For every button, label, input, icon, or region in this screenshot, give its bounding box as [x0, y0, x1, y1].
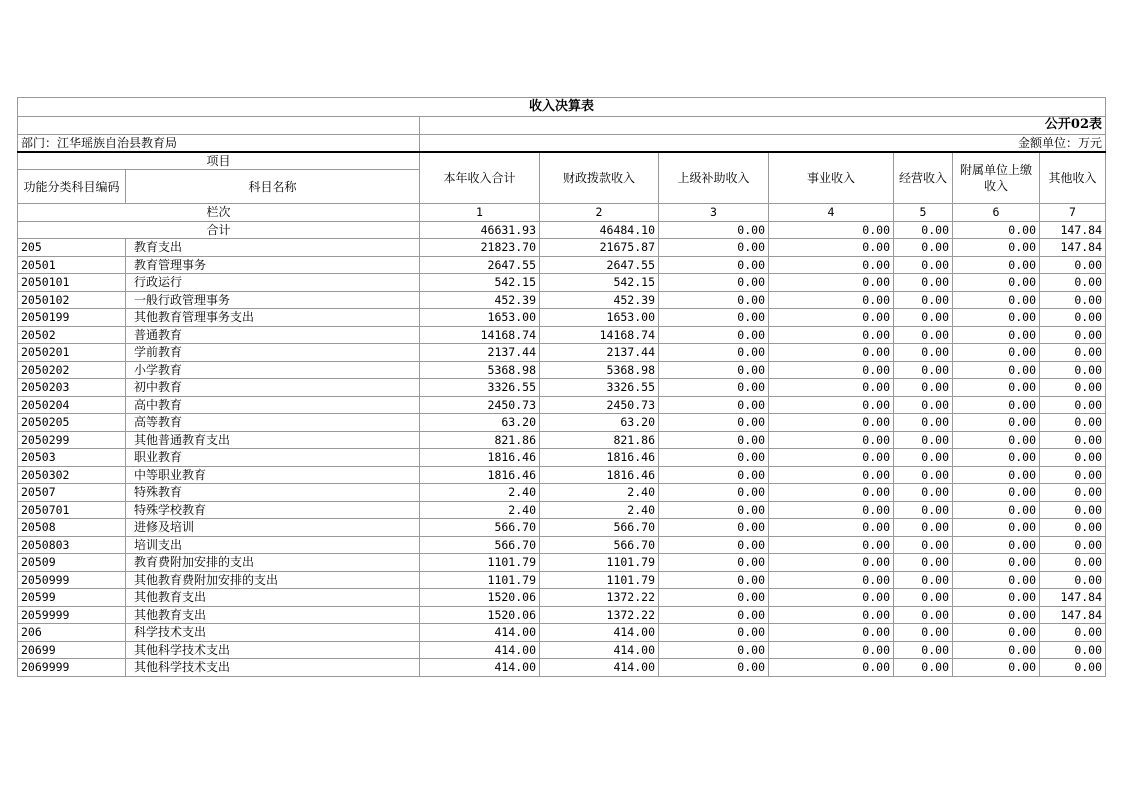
header-col-5: 经营收入 — [894, 152, 953, 204]
row-value-6: 0.00 — [953, 641, 1040, 659]
row-value-1: 1816.46 — [420, 449, 540, 467]
row-value-7: 0.00 — [1040, 484, 1106, 502]
blank-cell — [18, 117, 420, 135]
col-number-4: 4 — [769, 204, 894, 222]
row-value-1: 2450.73 — [420, 396, 540, 414]
row-value-6: 0.00 — [953, 659, 1040, 677]
row-value-7: 0.00 — [1040, 414, 1106, 432]
row-value-6: 0.00 — [953, 501, 1040, 519]
row-value-4: 0.00 — [769, 624, 894, 642]
table-row — [18, 571, 1106, 589]
row-value-6: 0.00 — [953, 519, 1040, 537]
row-value-1: 1101.79 — [420, 571, 540, 589]
header-item: 项目 — [18, 152, 420, 170]
row-code: 20502 — [18, 326, 126, 344]
row-value-5: 0.00 — [894, 659, 953, 677]
row-value-4: 0.00 — [769, 309, 894, 327]
row-code: 2050999 — [18, 571, 126, 589]
row-name: 特殊学校教育 — [126, 501, 420, 519]
row-value-7: 0.00 — [1040, 344, 1106, 362]
row-value-5: 0.00 — [894, 484, 953, 502]
total-value-3: 0.00 — [659, 221, 769, 239]
row-value-4: 0.00 — [769, 571, 894, 589]
row-value-2: 1372.22 — [540, 589, 659, 607]
row-name: 初中教育 — [126, 379, 420, 397]
row-value-4: 0.00 — [769, 361, 894, 379]
row-code: 20509 — [18, 554, 126, 572]
row-name: 普通教育 — [126, 326, 420, 344]
header-col-6: 附属单位上缴收入 — [953, 152, 1040, 204]
row-value-2: 2647.55 — [540, 256, 659, 274]
row-value-6: 0.00 — [953, 431, 1040, 449]
row-name: 学前教育 — [126, 344, 420, 362]
row-code: 2069999 — [18, 659, 126, 677]
table-row — [18, 379, 1106, 397]
row-value-3: 0.00 — [659, 484, 769, 502]
row-value-2: 414.00 — [540, 659, 659, 677]
row-value-1: 3326.55 — [420, 379, 540, 397]
row-value-6: 0.00 — [953, 606, 1040, 624]
row-value-5: 0.00 — [894, 344, 953, 362]
row-code: 2050202 — [18, 361, 126, 379]
table-row — [18, 361, 1106, 379]
row-value-2: 1372.22 — [540, 606, 659, 624]
col-number-5: 5 — [894, 204, 953, 222]
row-value-2: 542.15 — [540, 274, 659, 292]
row-name: 教育管理事务 — [126, 256, 420, 274]
row-value-5: 0.00 — [894, 361, 953, 379]
row-value-5: 0.00 — [894, 309, 953, 327]
row-value-4: 0.00 — [769, 484, 894, 502]
row-name: 一般行政管理事务 — [126, 291, 420, 309]
row-value-1: 2647.55 — [420, 256, 540, 274]
row-value-7: 0.00 — [1040, 519, 1106, 537]
row-value-2: 821.86 — [540, 431, 659, 449]
row-name: 教育费附加安排的支出 — [126, 554, 420, 572]
row-value-4: 0.00 — [769, 291, 894, 309]
row-value-4: 0.00 — [769, 274, 894, 292]
row-code: 20599 — [18, 589, 126, 607]
row-value-1: 1101.79 — [420, 554, 540, 572]
row-index-label: 栏次 — [18, 204, 420, 222]
row-value-2: 566.70 — [540, 536, 659, 554]
form-number: 公开02表 — [420, 117, 1106, 135]
total-value-7: 147.84 — [1040, 221, 1106, 239]
total-value-2: 46484.10 — [540, 221, 659, 239]
row-value-7: 0.00 — [1040, 571, 1106, 589]
row-value-4: 0.00 — [769, 414, 894, 432]
row-code: 20507 — [18, 484, 126, 502]
table-row — [18, 519, 1106, 537]
row-value-5: 0.00 — [894, 379, 953, 397]
row-value-2: 1653.00 — [540, 309, 659, 327]
row-value-5: 0.00 — [894, 239, 953, 257]
row-value-7: 0.00 — [1040, 624, 1106, 642]
row-value-6: 0.00 — [953, 414, 1040, 432]
row-value-1: 542.15 — [420, 274, 540, 292]
row-value-6: 0.00 — [953, 484, 1040, 502]
table-row — [18, 256, 1106, 274]
row-value-3: 0.00 — [659, 449, 769, 467]
row-code: 2050204 — [18, 396, 126, 414]
row-name: 高中教育 — [126, 396, 420, 414]
row-code: 205 — [18, 239, 126, 257]
row-value-7: 147.84 — [1040, 239, 1106, 257]
table-row — [18, 501, 1106, 519]
row-value-7: 0.00 — [1040, 431, 1106, 449]
row-code: 2050101 — [18, 274, 126, 292]
row-value-3: 0.00 — [659, 466, 769, 484]
row-name: 中等职业教育 — [126, 466, 420, 484]
row-value-1: 566.70 — [420, 519, 540, 537]
row-value-6: 0.00 — [953, 309, 1040, 327]
col-number-6: 6 — [953, 204, 1040, 222]
row-value-5: 0.00 — [894, 256, 953, 274]
col-number-7: 7 — [1040, 204, 1106, 222]
row-value-3: 0.00 — [659, 589, 769, 607]
row-value-1: 452.39 — [420, 291, 540, 309]
row-code: 2050203 — [18, 379, 126, 397]
row-value-3: 0.00 — [659, 396, 769, 414]
row-name: 其他教育支出 — [126, 589, 420, 607]
row-name: 科学技术支出 — [126, 624, 420, 642]
row-value-1: 1520.06 — [420, 606, 540, 624]
table-row — [18, 659, 1106, 677]
row-value-5: 0.00 — [894, 606, 953, 624]
header-col-4: 事业收入 — [769, 152, 894, 204]
row-value-4: 0.00 — [769, 344, 894, 362]
row-name: 其他教育管理事务支出 — [126, 309, 420, 327]
row-value-1: 14168.74 — [420, 326, 540, 344]
row-value-1: 21823.70 — [420, 239, 540, 257]
row-value-2: 63.20 — [540, 414, 659, 432]
row-value-7: 0.00 — [1040, 274, 1106, 292]
table-row — [18, 396, 1106, 414]
row-value-6: 0.00 — [953, 449, 1040, 467]
row-value-6: 0.00 — [953, 344, 1040, 362]
row-value-1: 1816.46 — [420, 466, 540, 484]
row-value-3: 0.00 — [659, 274, 769, 292]
header-col-3: 上级补助收入 — [659, 152, 769, 204]
row-value-2: 2450.73 — [540, 396, 659, 414]
row-value-6: 0.00 — [953, 396, 1040, 414]
row-value-7: 0.00 — [1040, 641, 1106, 659]
row-name: 其他科学技术支出 — [126, 659, 420, 677]
table-row — [18, 274, 1106, 292]
row-value-5: 0.00 — [894, 589, 953, 607]
row-value-5: 0.00 — [894, 641, 953, 659]
row-value-3: 0.00 — [659, 571, 769, 589]
table-title: 收入决算表 — [18, 98, 1106, 117]
row-name: 其他科学技术支出 — [126, 641, 420, 659]
row-value-5: 0.00 — [894, 501, 953, 519]
row-value-4: 0.00 — [769, 326, 894, 344]
row-value-4: 0.00 — [769, 449, 894, 467]
row-value-5: 0.00 — [894, 536, 953, 554]
row-value-3: 0.00 — [659, 536, 769, 554]
table-row — [18, 484, 1106, 502]
row-name: 其他教育支出 — [126, 606, 420, 624]
unit-label: 金额单位：万元 — [420, 134, 1106, 152]
row-value-5: 0.00 — [894, 466, 953, 484]
row-value-5: 0.00 — [894, 554, 953, 572]
row-value-1: 1520.06 — [420, 589, 540, 607]
row-value-2: 414.00 — [540, 624, 659, 642]
row-value-2: 1816.46 — [540, 466, 659, 484]
row-code: 2050199 — [18, 309, 126, 327]
row-value-3: 0.00 — [659, 361, 769, 379]
row-value-2: 2137.44 — [540, 344, 659, 362]
row-value-5: 0.00 — [894, 326, 953, 344]
row-value-7: 0.00 — [1040, 309, 1106, 327]
row-value-5: 0.00 — [894, 291, 953, 309]
row-code: 20508 — [18, 519, 126, 537]
row-name: 其他教育费附加安排的支出 — [126, 571, 420, 589]
table-row — [18, 536, 1106, 554]
table-row — [18, 554, 1106, 572]
row-value-5: 0.00 — [894, 571, 953, 589]
row-value-6: 0.00 — [953, 379, 1040, 397]
row-code: 2059999 — [18, 606, 126, 624]
row-value-1: 63.20 — [420, 414, 540, 432]
row-value-1: 414.00 — [420, 641, 540, 659]
row-value-6: 0.00 — [953, 326, 1040, 344]
table-row — [18, 309, 1106, 327]
row-value-5: 0.00 — [894, 274, 953, 292]
table-row — [18, 449, 1106, 467]
total-value-6: 0.00 — [953, 221, 1040, 239]
row-value-3: 0.00 — [659, 309, 769, 327]
row-name: 小学教育 — [126, 361, 420, 379]
row-value-7: 0.00 — [1040, 326, 1106, 344]
row-value-1: 414.00 — [420, 624, 540, 642]
row-value-4: 0.00 — [769, 396, 894, 414]
row-value-4: 0.00 — [769, 641, 894, 659]
row-value-6: 0.00 — [953, 466, 1040, 484]
row-name: 培训支出 — [126, 536, 420, 554]
row-value-6: 0.00 — [953, 256, 1040, 274]
department-label: 部门：江华瑶族自治县教育局 — [18, 134, 420, 152]
row-value-1: 2.40 — [420, 484, 540, 502]
row-code: 2050803 — [18, 536, 126, 554]
total-value-5: 0.00 — [894, 221, 953, 239]
total-label: 合计 — [18, 221, 420, 239]
row-value-3: 0.00 — [659, 414, 769, 432]
income-table — [17, 97, 1106, 677]
row-value-3: 0.00 — [659, 606, 769, 624]
table-row — [18, 466, 1106, 484]
col-number-1: 1 — [420, 204, 540, 222]
row-value-4: 0.00 — [769, 466, 894, 484]
row-value-2: 2.40 — [540, 484, 659, 502]
row-value-3: 0.00 — [659, 256, 769, 274]
row-code: 20501 — [18, 256, 126, 274]
row-name: 高等教育 — [126, 414, 420, 432]
table-row — [18, 624, 1106, 642]
row-value-4: 0.00 — [769, 379, 894, 397]
row-value-2: 566.70 — [540, 519, 659, 537]
col-number-3: 3 — [659, 204, 769, 222]
row-code: 2050201 — [18, 344, 126, 362]
row-value-2: 452.39 — [540, 291, 659, 309]
row-value-3: 0.00 — [659, 239, 769, 257]
row-value-7: 0.00 — [1040, 659, 1106, 677]
row-name: 职业教育 — [126, 449, 420, 467]
row-name: 行政运行 — [126, 274, 420, 292]
row-value-1: 566.70 — [420, 536, 540, 554]
row-value-2: 14168.74 — [540, 326, 659, 344]
row-value-2: 21675.87 — [540, 239, 659, 257]
row-value-6: 0.00 — [953, 291, 1040, 309]
header-col-2: 财政拨款收入 — [540, 152, 659, 204]
row-code: 206 — [18, 624, 126, 642]
row-code: 2050302 — [18, 466, 126, 484]
row-code: 2050102 — [18, 291, 126, 309]
row-name: 教育支出 — [126, 239, 420, 257]
row-value-6: 0.00 — [953, 239, 1040, 257]
row-value-6: 0.00 — [953, 536, 1040, 554]
row-value-1: 821.86 — [420, 431, 540, 449]
row-value-4: 0.00 — [769, 554, 894, 572]
row-value-2: 1816.46 — [540, 449, 659, 467]
row-value-4: 0.00 — [769, 536, 894, 554]
row-value-4: 0.00 — [769, 659, 894, 677]
row-value-6: 0.00 — [953, 571, 1040, 589]
row-value-6: 0.00 — [953, 274, 1040, 292]
row-code: 2050701 — [18, 501, 126, 519]
row-name: 其他普通教育支出 — [126, 431, 420, 449]
row-value-7: 0.00 — [1040, 536, 1106, 554]
table-row — [18, 344, 1106, 362]
row-value-4: 0.00 — [769, 239, 894, 257]
row-value-2: 414.00 — [540, 641, 659, 659]
row-value-3: 0.00 — [659, 344, 769, 362]
row-value-7: 0.00 — [1040, 361, 1106, 379]
row-value-6: 0.00 — [953, 554, 1040, 572]
table-row — [18, 641, 1106, 659]
row-value-6: 0.00 — [953, 589, 1040, 607]
row-value-3: 0.00 — [659, 326, 769, 344]
row-code: 20699 — [18, 641, 126, 659]
row-value-7: 0.00 — [1040, 466, 1106, 484]
row-value-3: 0.00 — [659, 519, 769, 537]
row-value-5: 0.00 — [894, 449, 953, 467]
row-value-2: 1101.79 — [540, 554, 659, 572]
row-value-7: 0.00 — [1040, 256, 1106, 274]
row-code: 2050299 — [18, 431, 126, 449]
col-number-2: 2 — [540, 204, 659, 222]
row-value-6: 0.00 — [953, 624, 1040, 642]
table-row — [18, 239, 1106, 257]
header-col-1: 本年收入合计 — [420, 152, 540, 204]
row-value-4: 0.00 — [769, 589, 894, 607]
row-value-5: 0.00 — [894, 431, 953, 449]
row-value-2: 2.40 — [540, 501, 659, 519]
row-value-3: 0.00 — [659, 659, 769, 677]
row-value-2: 5368.98 — [540, 361, 659, 379]
row-value-3: 0.00 — [659, 291, 769, 309]
row-value-3: 0.00 — [659, 431, 769, 449]
table-row — [18, 431, 1106, 449]
header-col-7: 其他收入 — [1040, 152, 1106, 204]
row-code: 20503 — [18, 449, 126, 467]
row-value-5: 0.00 — [894, 396, 953, 414]
row-value-7: 0.00 — [1040, 396, 1106, 414]
table-row — [18, 606, 1106, 624]
row-value-7: 147.84 — [1040, 606, 1106, 624]
row-value-1: 5368.98 — [420, 361, 540, 379]
row-value-4: 0.00 — [769, 431, 894, 449]
row-value-5: 0.00 — [894, 624, 953, 642]
header-code: 功能分类科目编码 — [18, 170, 126, 204]
row-value-4: 0.00 — [769, 501, 894, 519]
row-value-5: 0.00 — [894, 519, 953, 537]
row-value-2: 3326.55 — [540, 379, 659, 397]
row-name: 进修及培训 — [126, 519, 420, 537]
row-value-4: 0.00 — [769, 606, 894, 624]
header-name: 科目名称 — [126, 170, 420, 204]
row-name: 特殊教育 — [126, 484, 420, 502]
row-value-1: 1653.00 — [420, 309, 540, 327]
table-row — [18, 414, 1106, 432]
row-value-4: 0.00 — [769, 519, 894, 537]
row-value-3: 0.00 — [659, 379, 769, 397]
row-value-3: 0.00 — [659, 501, 769, 519]
total-value-4: 0.00 — [769, 221, 894, 239]
table-row — [18, 326, 1106, 344]
row-value-4: 0.00 — [769, 256, 894, 274]
row-value-1: 414.00 — [420, 659, 540, 677]
row-value-7: 147.84 — [1040, 589, 1106, 607]
row-value-7: 0.00 — [1040, 501, 1106, 519]
row-value-2: 1101.79 — [540, 571, 659, 589]
income-statement-sheet — [17, 97, 1105, 677]
row-value-7: 0.00 — [1040, 554, 1106, 572]
total-value-1: 46631.93 — [420, 221, 540, 239]
row-value-6: 0.00 — [953, 361, 1040, 379]
row-value-7: 0.00 — [1040, 449, 1106, 467]
row-value-7: 0.00 — [1040, 291, 1106, 309]
row-value-5: 0.00 — [894, 414, 953, 432]
row-value-3: 0.00 — [659, 624, 769, 642]
row-value-1: 2137.44 — [420, 344, 540, 362]
row-code: 2050205 — [18, 414, 126, 432]
table-row — [18, 589, 1106, 607]
table-row — [18, 291, 1106, 309]
row-value-7: 0.00 — [1040, 379, 1106, 397]
row-value-1: 2.40 — [420, 501, 540, 519]
row-value-3: 0.00 — [659, 641, 769, 659]
row-value-3: 0.00 — [659, 554, 769, 572]
